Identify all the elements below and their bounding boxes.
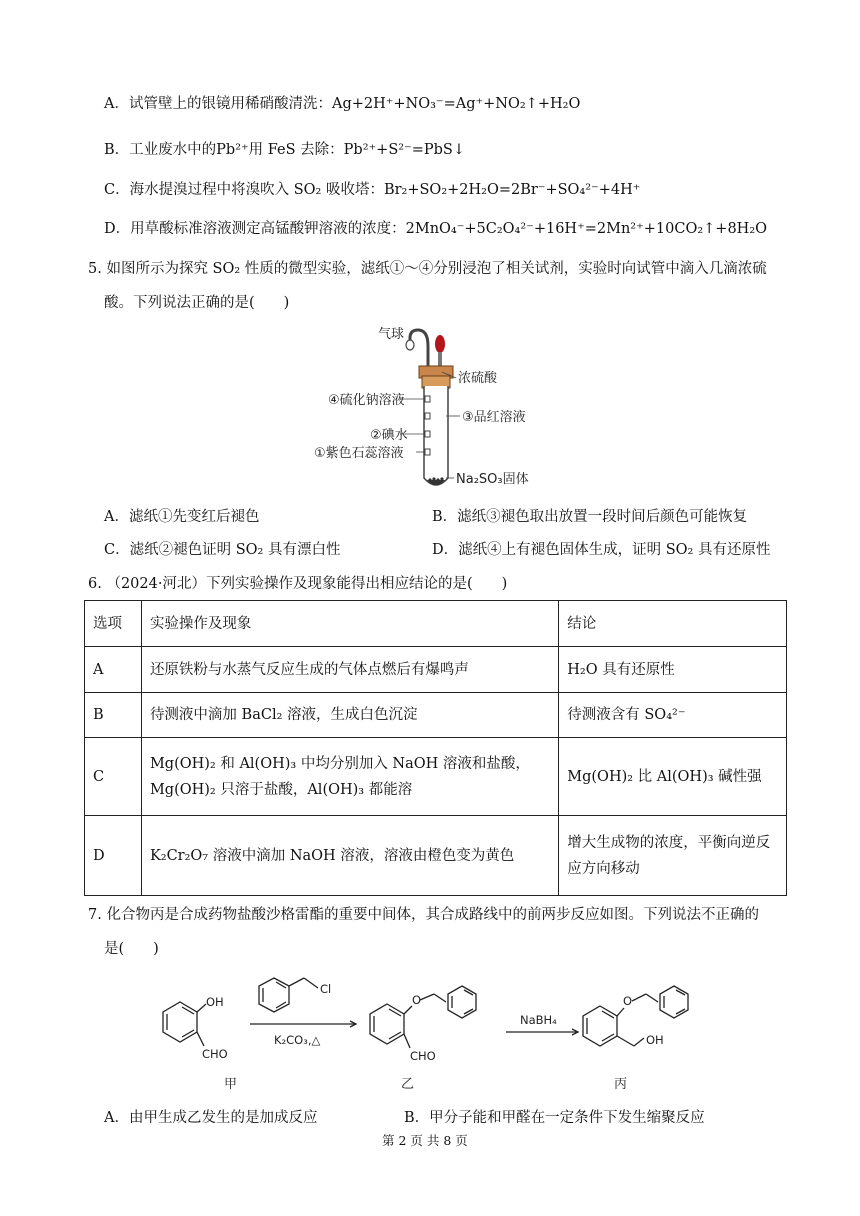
q4-option-a: A．试管壁上的银镜用稀硝酸清洗：Ag+2H⁺+NO₃⁻=Ag⁺+NO₂↑+H₂O bbox=[104, 96, 581, 112]
compound-jia-label: 甲 bbox=[224, 1077, 238, 1092]
row-operation-line1: Mg(OH)₂ 和 Al(OH)₃ 中均分别加入 NaOH 溶液和盐酸， bbox=[149, 755, 530, 772]
table-row bbox=[85, 647, 787, 693]
label-conc-acid: 浓硫酸 bbox=[458, 371, 498, 386]
row-operation: 待测液中滴加 BaCl₂ 溶液，生成白色沉淀 bbox=[141, 693, 558, 738]
row-option: A bbox=[85, 647, 142, 693]
header-conclusion: 结论 bbox=[559, 601, 787, 647]
reagent-conditions: K₂CO₃,△ bbox=[274, 1033, 321, 1047]
q7-option-b: B．甲分子能和甲醛在一定条件下发生缩聚反应 bbox=[404, 1110, 705, 1126]
q7-stem-line2: 是( ) bbox=[104, 941, 159, 957]
q5-option-a: A．滤纸①先变红后褪色 bbox=[104, 509, 260, 525]
reagent-cl-label: Cl bbox=[320, 982, 332, 996]
compound-bing-label: 丙 bbox=[614, 1077, 628, 1092]
row-option: D bbox=[85, 816, 142, 896]
q5-option-b: B．滤纸③褪色取出放置一段时间后颜色可能恢复 bbox=[432, 509, 748, 525]
q7-stem-line1: 7. 化合物丙是合成药物盐酸沙格雷酯的重要中间体，其合成路线中的前两步反应如图。下列说法不正确的 bbox=[88, 907, 759, 923]
q6-table bbox=[84, 600, 787, 896]
table-header-row bbox=[85, 601, 787, 647]
table-row bbox=[85, 738, 787, 816]
compound-yi-label: 乙 bbox=[401, 1077, 415, 1092]
label-balloon: 气球 bbox=[378, 327, 405, 342]
row-conclusion: Mg(OH)₂ 比 Al(OH)₃ 碱性强 bbox=[559, 738, 787, 816]
row-conclusion-line1: 增大生成物的浓度，平衡向逆反 bbox=[567, 834, 771, 851]
q4-option-b: B．工业废水中的Pb²⁺用 FeS 去除：Pb²⁺+S²⁻=PbS↓ bbox=[104, 142, 465, 158]
q7-option-a: A．由甲生成乙发生的是加成反应 bbox=[104, 1110, 318, 1126]
label-paper1: ①紫色石蕊溶液 bbox=[314, 446, 404, 461]
q4-option-c: C．海水提溴过程中将溴吹入 SO₂ 吸收塔：Br₂+SO₂+2H₂O=2Br⁻+SO₄²⁻+4H⁺ bbox=[104, 182, 641, 198]
header-operation: 实验操作及现象 bbox=[141, 601, 558, 647]
page-footer: 第 2 页 共 8 页 bbox=[382, 1133, 468, 1148]
row-option: C bbox=[85, 738, 142, 816]
table-row bbox=[85, 693, 787, 738]
bing-oh-label: OH bbox=[646, 1033, 664, 1047]
q4-option-d: D．用草酸标准溶液测定高锰酸钾溶液的浓度：2MnO₄⁻+5C₂O₄²⁻+16H⁺=2Mn²⁺+10CO₂↑+8H₂O bbox=[104, 221, 768, 237]
q5-option-c: C．滤纸②褪色证明 SO₂ 具有漂白性 bbox=[104, 542, 341, 558]
q5-stem-line1: 5. 如图所示为探究 SO₂ 性质的微型实验，滤纸①～④分别浸泡了相关试剂，实验时向试管中滴入几滴浓硫 bbox=[88, 261, 767, 277]
q5-stem-line2: 酸。下列说法正确的是( ) bbox=[104, 295, 290, 311]
q6-stem: 6. （2024·河北）下列实验操作及现象能得出相应结论的是( ) bbox=[88, 576, 508, 592]
label-paper3: ③品红溶液 bbox=[462, 410, 526, 425]
yi-cho-label: CHO bbox=[410, 1049, 436, 1063]
row-option: B bbox=[85, 693, 142, 738]
row-operation-line2: Mg(OH)₂ 只溶于盐酸，Al(OH)₃ 都能溶 bbox=[149, 781, 413, 798]
row-conclusion bbox=[559, 816, 787, 896]
row-operation: 还原铁粉与水蒸气反应生成的气体点燃后有爆鸣声 bbox=[141, 647, 558, 693]
label-solid: Na₂SO₃固体 bbox=[456, 472, 529, 487]
reducing-agent-label: NaBH₄ bbox=[520, 1013, 557, 1027]
table-row bbox=[85, 816, 787, 896]
header-option: 选项 bbox=[85, 601, 142, 647]
yi-o-label: O bbox=[412, 993, 422, 1007]
row-operation: K₂Cr₂O₇ 溶液中滴加 NaOH 溶液，溶液由橙色变为黄色 bbox=[141, 816, 558, 896]
row-conclusion: 待测液含有 SO₄²⁻ bbox=[559, 693, 787, 738]
q5-option-d: D．滤纸④上有褪色固体生成，证明 SO₂ 具有还原性 bbox=[432, 542, 771, 558]
jia-cho-label: CHO bbox=[202, 1047, 228, 1061]
jia-oh-label: OH bbox=[206, 995, 224, 1009]
bing-o-label: O bbox=[623, 994, 633, 1008]
row-conclusion: H₂O 具有还原性 bbox=[559, 647, 787, 693]
label-paper2: ②碘水 bbox=[370, 428, 408, 443]
row-operation bbox=[141, 738, 558, 816]
q7-reaction-scheme bbox=[150, 966, 720, 1094]
row-conclusion-line2: 应方向移动 bbox=[567, 860, 640, 877]
label-paper4: ④硫化钠溶液 bbox=[328, 393, 405, 408]
q5-test-tube-figure bbox=[300, 318, 550, 494]
